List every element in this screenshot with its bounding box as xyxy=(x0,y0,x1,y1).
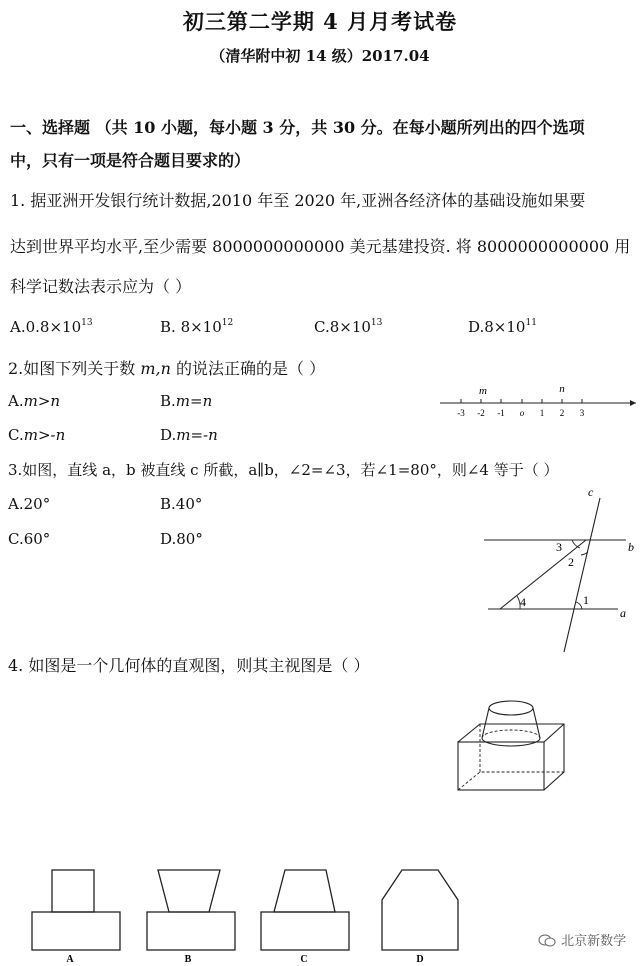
choice-b-label: B xyxy=(184,954,192,965)
choice-a-label: A xyxy=(66,954,74,965)
section-heading-line2: 中，只有一项是符合题目要求的） xyxy=(10,151,251,170)
box-front-face xyxy=(458,742,544,790)
tick-label: -3 xyxy=(457,408,465,418)
watermark-text: 北京新数学 xyxy=(561,934,627,949)
choice-a-figure[interactable] xyxy=(32,870,120,950)
q1-option-c[interactable]: $C.8\times 10^{13}$ xyxy=(314,318,383,336)
parallel-lines-figure xyxy=(484,484,640,654)
q1-option-d[interactable]: $D.8\times 10^{11}$ xyxy=(468,318,537,336)
label-a: a xyxy=(620,606,626,620)
frustum-side-right xyxy=(533,708,540,738)
choice-c-label: C xyxy=(300,954,308,965)
q2-option-c[interactable]: C.m>-n xyxy=(8,426,66,444)
label-angle-1: 1 xyxy=(583,593,589,607)
q2-option-d[interactable]: D.m=-n xyxy=(160,426,218,444)
q3-text: 3.如图，直线 a，b 被直线 c 所截，a∥b，∠2=∠3，若∠1=80°，则∠4 等于（ ） xyxy=(8,461,559,479)
q1-option-b[interactable]: B. $8\times 10^{12}$ xyxy=(160,318,234,336)
angle-1-arc xyxy=(576,602,582,609)
point-m-label: m xyxy=(479,385,487,397)
choice-d-figure[interactable] xyxy=(382,870,458,950)
box-edge xyxy=(544,724,564,742)
label-angle-4: 4 xyxy=(520,595,526,609)
q1-text-line1: 1. 据亚洲开发银行统计数据,2010 年至 2020 年,亚洲各经济体的基础设施如果要 xyxy=(10,191,586,210)
q1-text-line3: 科学记数法表示应为（ ） xyxy=(10,277,192,296)
q3-option-b[interactable]: B.40° xyxy=(160,495,203,513)
q1-text-line2: 达到世界平均水平,至少需要 8000000000000 美元基建投资. 将 8000000000000 用 xyxy=(10,237,631,256)
q3-option-c[interactable]: C.60° xyxy=(8,530,51,548)
solid-figure xyxy=(452,690,576,794)
label-angle-2: 2 xyxy=(568,555,574,569)
choice-figures xyxy=(20,858,620,966)
origin-label: o xyxy=(519,408,525,418)
q3-option-a[interactable]: A.20° xyxy=(8,495,51,513)
q1-option-a[interactable]: $A.0.8\times 10^{13}$ xyxy=(10,318,93,336)
choice-b-figure[interactable] xyxy=(147,870,235,950)
tick-label: -1 xyxy=(497,408,505,418)
frustum-base-back xyxy=(482,730,540,738)
q4-text: 4. 如图是一个几何体的直观图，则其主视图是（ ） xyxy=(8,656,370,675)
page-subtitle: （清华附中初 14 级）2017.04 xyxy=(210,47,430,65)
tick-label: -2 xyxy=(477,408,485,418)
box-top-right-edges xyxy=(458,724,564,790)
q2-option-a[interactable]: A.m>n xyxy=(8,392,61,410)
choice-c-figure[interactable] xyxy=(261,870,349,950)
watermark xyxy=(538,930,626,949)
tick-label: 3 xyxy=(579,408,585,418)
number-line-arrow xyxy=(630,400,636,406)
frustum-top xyxy=(489,701,533,715)
point-n-label: n xyxy=(559,383,565,395)
line-c xyxy=(564,498,600,652)
q2-option-b[interactable]: B.m=n xyxy=(160,392,213,410)
page-title: 初三第二学期 4 月月考试卷 xyxy=(182,9,458,34)
choice-d-label: D xyxy=(416,954,424,965)
angle-3-arc xyxy=(572,540,580,548)
tick-label: 2 xyxy=(559,408,565,418)
section-heading-line1: 一、选择题 （共 10 小题，每小题 3 分，共 30 分。在每小题所列出的四个选项 xyxy=(10,118,585,137)
transversal-segment xyxy=(500,540,586,609)
q3-option-d[interactable]: D.80° xyxy=(160,530,203,548)
label-angle-3: 3 xyxy=(556,540,562,554)
number-line-figure xyxy=(438,380,640,420)
frustum-side-left xyxy=(482,708,489,738)
label-c: c xyxy=(588,485,594,499)
tick-label: 1 xyxy=(539,408,545,418)
wechat-icon xyxy=(538,933,556,947)
label-b: b xyxy=(628,540,634,554)
box-hidden-edges xyxy=(458,772,564,790)
q2-text: 2.如图下列关于数 m,n 的说法正确的是（ ） xyxy=(8,359,326,378)
